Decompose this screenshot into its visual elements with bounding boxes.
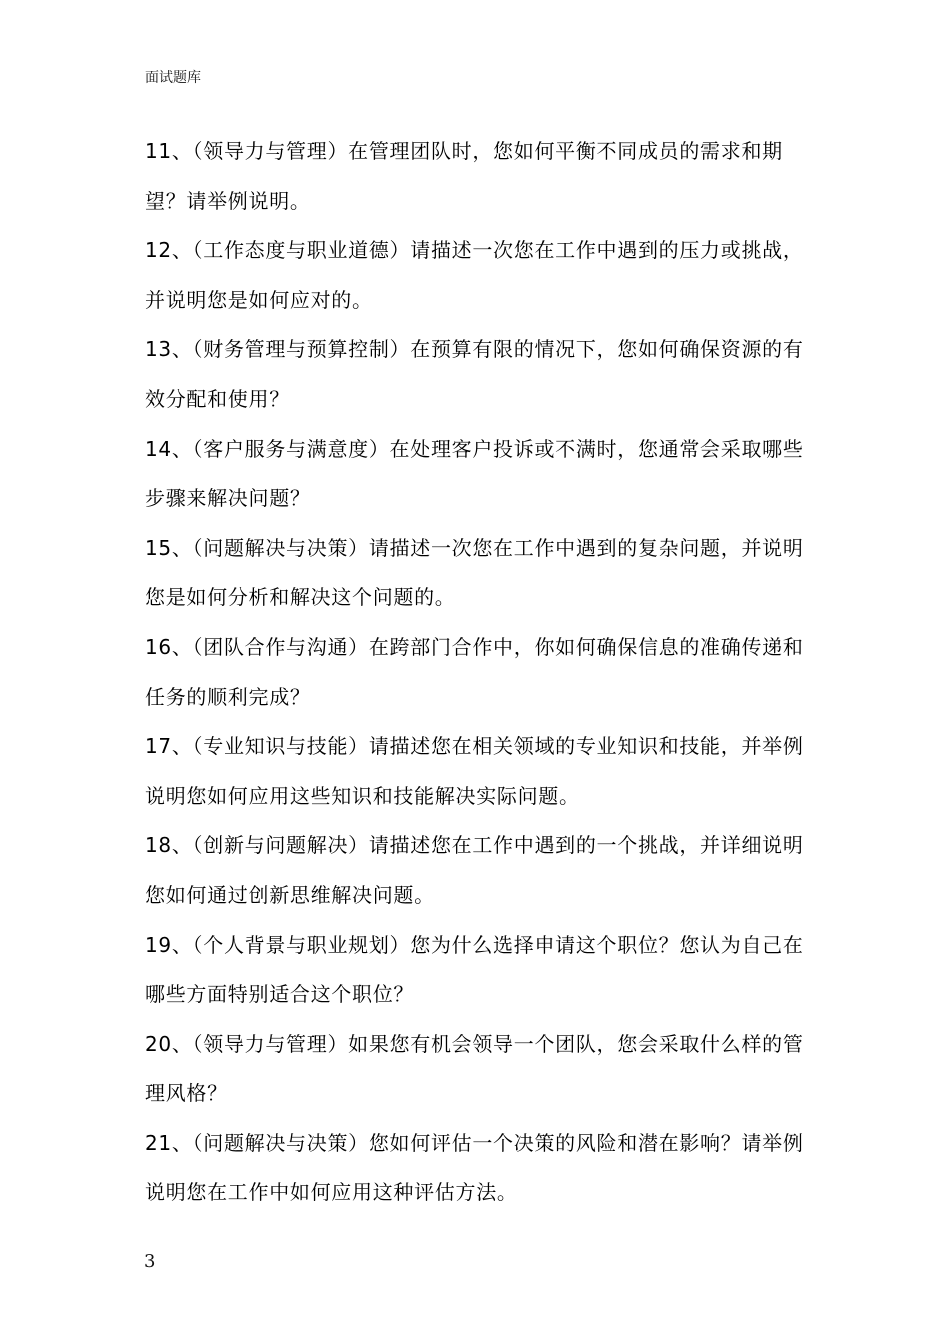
- question-11: 11、（领导力与管理）在管理团队时，您如何平衡不同成员的需求和期望？请举例说明。: [145, 139, 783, 213]
- question-18: 18、（创新与问题解决）请描述您在工作中遇到的一个挑战，并详细说明您如何通过创新思维解决问题。: [145, 833, 804, 907]
- question-12: 12、（工作态度与职业道德）请描述一次您在工作中遇到的压力或挑战，并说明您是如何应对的。: [145, 238, 804, 312]
- question-19: 19、（个人背景与职业规划）您为什么选择申请这个职位？您认为自己在哪些方面特别适合这个职位？: [145, 932, 804, 1007]
- question-21: 21、（问题解决与决策）您如何评估一个决策的风险和潜在影响？请举例说明您在工作中如何应用这种评估方法。: [145, 1130, 804, 1205]
- question-15: 15、（问题解决与决策）请描述一次您在工作中遇到的复杂问题，并说明您是如何分析和解决这个问题的。: [145, 535, 804, 610]
- page-number: 3: [144, 1251, 156, 1272]
- question-17: 17、（专业知识与技能）请描述您在相关领域的专业知识和技能，并举例说明您如何应用这些知识和技能解决实际问题。: [145, 734, 804, 808]
- question-list: [145, 127, 810, 1218]
- question-14: 14、（客户服务与满意度）在处理客户投诉或不满时，您通常会采取哪些步骤来解决问题？: [145, 436, 804, 511]
- question-13: 13、（财务管理与预算控制）在预算有限的情况下，您如何确保资源的有效分配和使用？: [145, 337, 804, 411]
- question-20: 20、（领导力与管理）如果您有机会领导一个团队，您会采取什么样的管理风格？: [145, 1031, 804, 1106]
- question-16: 16、（团队合作与沟通）在跨部门合作中，你如何确保信息的准确传递和任务的顺利完成？: [145, 634, 804, 709]
- page-header: 面试题库: [145, 70, 201, 86]
